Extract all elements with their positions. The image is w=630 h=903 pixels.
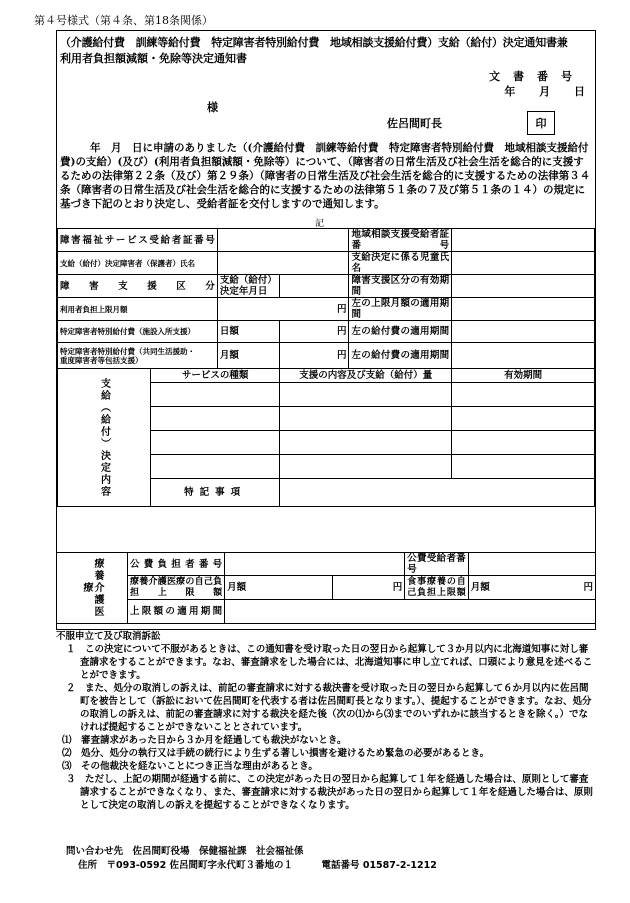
title-line1: （介護給付費 訓練等給付費 特定障害者特別給付費 地域相談支援給付費）支給（給付）決定通知書兼 bbox=[60, 36, 568, 49]
shokuji-limit-label: 食事療養の自己負担上限額 bbox=[405, 576, 469, 600]
daily-yen: 円 bbox=[280, 321, 349, 343]
monthly-label: 月額 bbox=[217, 343, 279, 369]
appeal-i1: ⑴ 審査請求があった日から３か月を経過しても裁決がないとき。 bbox=[62, 735, 347, 746]
service-cell[interactable] bbox=[151, 383, 280, 407]
jukyu-no-label: 公費受給者番号 bbox=[405, 553, 469, 576]
shokuji-monthly: 月額 bbox=[470, 582, 490, 593]
appeal-p2: ２ また、処分の取消しの訴えは、前記の審査請求に対する裁決書を受け取った日の翌日から起算して６か月以内に佐呂間町を被告として（訴訟において佐呂間町を代表する者は佐呂間町長となります。）、提起することができます。なお、処分の取消しの訴えは、前記の審査請求に対する裁決を経た後（次の⑴から⑶までのいずれかに該当するときを除く。）でなければ提起することができないこととされています。 bbox=[66, 683, 592, 733]
kubun-period-field[interactable] bbox=[452, 275, 595, 298]
monthly-yen: 円 bbox=[280, 343, 349, 369]
content-cell[interactable] bbox=[280, 383, 452, 407]
recipient-no-field[interactable] bbox=[217, 229, 349, 252]
kettei-date-field[interactable] bbox=[280, 275, 349, 298]
service-cell[interactable] bbox=[151, 407, 280, 431]
tokutei1-label: 特定障害者特別給付費（施設入所支援） bbox=[58, 321, 218, 343]
appeal-p3: ３ ただし、上記の期間が経過する前に、この決定があった日の翌日から起算して１年を経過した場合は、原則として審査請求することができなくなり、また、審査請求に対する裁決があった日の翌日から起算して１年を経過した場合は、原則として決定の取消しの訴えを提起することができなくなります。 bbox=[66, 774, 593, 811]
iryo-yen: 円 bbox=[332, 576, 404, 600]
shokuji-field[interactable] bbox=[468, 576, 595, 600]
date-label: 年 月 日 bbox=[504, 85, 585, 98]
limit-monthly-yen: 円 bbox=[217, 298, 349, 321]
tokutei2-label bbox=[58, 343, 218, 369]
chiiki-no-label: 地域相談支援受給者証番号 bbox=[349, 229, 452, 252]
kyufu-period-label-1: 左の給付費の適用期間 bbox=[349, 321, 452, 343]
appeal-i2: ⑵ 処分、処分の執行又は手続の続行により生ずる著しい損害を避けるため緊急の必要があるとき。 bbox=[62, 748, 490, 759]
appeal-p1: １ この決定について不服があるときは、この通知書を受け取った日の翌日から起算して３か月以内に北海道知事に対し審査請求をすることができます。なお、審査請求をした場合には、北海道知事に申し立てれば、口頭により意見を述べることができます。 bbox=[66, 644, 593, 681]
special-label: 特記事項 bbox=[151, 479, 280, 507]
ryoyo-table bbox=[56, 552, 596, 624]
addressee-sama: 様 bbox=[207, 101, 218, 114]
service-cell[interactable] bbox=[151, 431, 280, 455]
col-service: サービスの種類 bbox=[151, 369, 280, 383]
appeal-i3: ⑶ その他裁決を経ないことにつき正当な理由があるとき。 bbox=[62, 761, 318, 772]
decision-side-label: 支給（給付）決定内容 bbox=[58, 369, 151, 507]
daily-label: 日額 bbox=[217, 321, 279, 343]
service-cell[interactable] bbox=[151, 455, 280, 479]
recipient-no-label: 障害福祉サービス受給者証番号 bbox=[58, 229, 218, 252]
iryo-limit-label: 療養介護医療の自己負担上限額 bbox=[128, 576, 225, 600]
col-content: 支援の内容及び支給（給付）量 bbox=[280, 369, 452, 383]
mayor-label: 佐呂間町長 bbox=[387, 117, 442, 130]
ryoyo-period-label: 上限額の適用期間 bbox=[128, 600, 225, 624]
limit-monthly-label: 利用者負担上限月額 bbox=[58, 298, 218, 321]
ryoyo-period-field[interactable] bbox=[225, 600, 596, 624]
guardian-label: 支給（給付）決定障害者（保護者）氏名 bbox=[58, 252, 218, 275]
shokuji-yen: 円 bbox=[583, 582, 593, 593]
ryoyo-side-label: 療養介護医療 bbox=[57, 553, 128, 624]
kyufu-period-field-2[interactable] bbox=[452, 343, 595, 369]
kubun-period-label: 障害支援区分の有効期間 bbox=[349, 275, 452, 298]
col-period: 有効期間 bbox=[452, 369, 595, 383]
period-cell[interactable] bbox=[452, 383, 595, 407]
kohi-no-label: 公費負担者番号 bbox=[128, 553, 225, 576]
shogai-kubun-label: 障害支援区分 bbox=[58, 275, 218, 298]
decision-table bbox=[57, 228, 595, 507]
form-id: 第４号様式（第４条、第18条関係） bbox=[34, 14, 213, 27]
contact-block bbox=[66, 845, 437, 873]
doc-number-label: 文書番号 bbox=[489, 70, 585, 83]
kyufu-period-field-1[interactable] bbox=[452, 321, 595, 343]
iryo-monthly-label: 月額 bbox=[225, 576, 333, 600]
title-line2: 利用者負担額減額・免除等決定通知書 bbox=[60, 52, 247, 65]
seal-box bbox=[527, 111, 555, 135]
kettei-date-label: 支給（給付）決定年月日 bbox=[217, 275, 279, 298]
content-cell[interactable] bbox=[280, 455, 452, 479]
limit-period-field[interactable] bbox=[452, 298, 595, 321]
ki-label: 記 bbox=[315, 219, 325, 229]
kyufu-period-label-2: 左の給付費の適用期間 bbox=[349, 343, 452, 369]
period-cell[interactable] bbox=[452, 431, 595, 455]
child-label: 支給決定に係る児童氏名 bbox=[349, 252, 452, 275]
seal-label: 印 bbox=[535, 117, 547, 130]
content-cell[interactable] bbox=[280, 431, 452, 455]
tokutei2-line2: 重度障害者等包括支援） bbox=[60, 355, 143, 365]
jukyu-no-field[interactable] bbox=[468, 553, 595, 576]
tokutei2-line1: 特定障害者特別給付費（共同生活援助・ bbox=[60, 346, 195, 356]
notice-frame bbox=[56, 30, 596, 630]
period-cell[interactable] bbox=[452, 455, 595, 479]
period-cell[interactable] bbox=[452, 407, 595, 431]
special-field[interactable] bbox=[280, 479, 595, 507]
appeal-heading: 不服申立て及び取消訴訟 bbox=[56, 631, 161, 642]
appeal-section bbox=[56, 630, 596, 812]
contact-line2: 住所 〒093-0592 佐呂間町字永代町３番地の１ 電話番号 01587-2-1212 bbox=[78, 860, 437, 871]
chiiki-no-field[interactable] bbox=[452, 229, 595, 252]
child-field[interactable] bbox=[452, 252, 595, 275]
kohi-no-field[interactable] bbox=[225, 553, 405, 576]
contact-line1: 問い合わせ先 佐呂間町役場 保健福祉課 社会福祉係 bbox=[66, 846, 304, 857]
limit-period-label: 左の上限月額の適用期間 bbox=[349, 298, 452, 321]
body-text: 年 月 日に申請のありました（(介護給付費 訓練等給付費 特定障害者特別給付費 地域相談支援給付費)の支給）(及び）(利用者負担額減額・免除等）について、（障害者の日常生活及び社会生活を総合的に支援するための法律第２２条（及び）第２９条）（障害者の日常生活及び社会生活を総合的に支援するための法律第３４条（障害者の日常生活及び社会生活を総合的に支援するための法律第５１条の７及び第５１条の１４）の規定に基づき下記のとおり決定し、受給者証を交付しますので通知します。 bbox=[60, 142, 591, 210]
content-cell[interactable] bbox=[280, 407, 452, 431]
guardian-field[interactable] bbox=[217, 252, 349, 275]
